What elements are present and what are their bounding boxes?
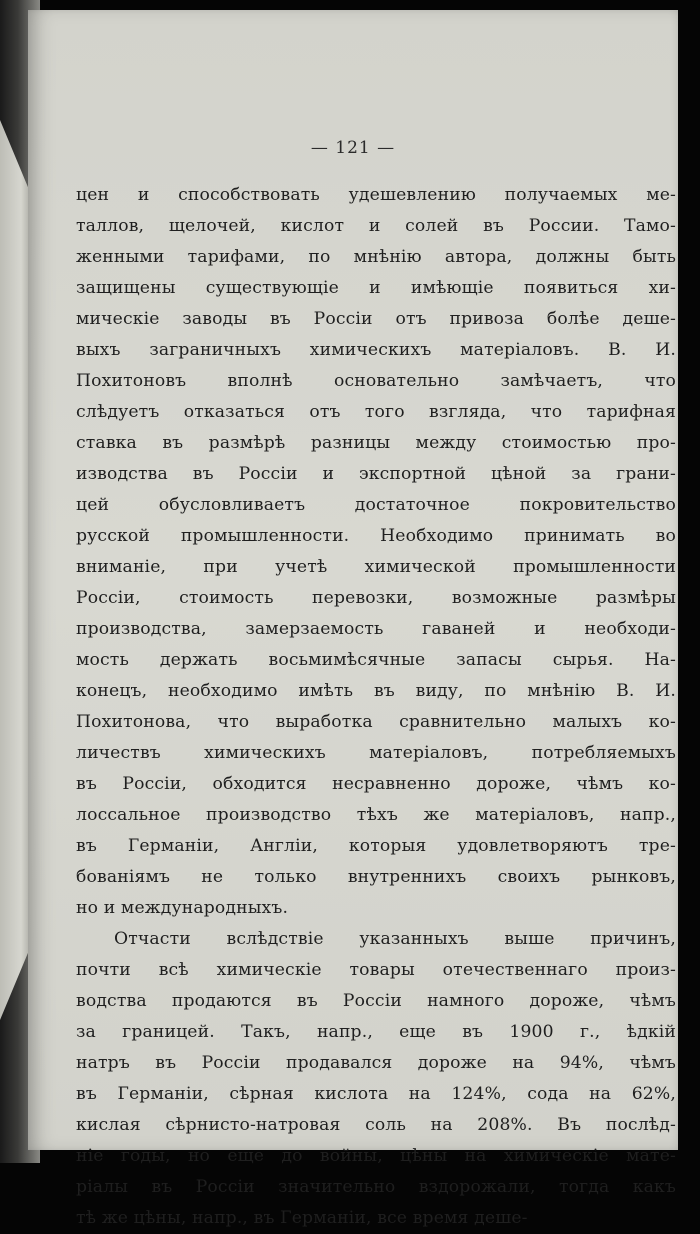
text-line: защищены существующіе и имѣющіе появиться хи- <box>76 278 676 298</box>
text-line: въ Россіи, обходится несравненно дороже, чѣмъ ко- <box>76 774 676 794</box>
text-line: ставка въ размѣрѣ разницы между стоимостью про- <box>76 433 676 453</box>
text-line: Похитоновъ вполнѣ основательно замѣчаетъ, что <box>76 371 676 391</box>
text-line: конецъ, необходимо имѣть въ виду, по мнѣнію В. И. <box>76 681 676 701</box>
left-page-edge <box>0 120 30 1020</box>
text-line: натръ въ Россіи продавался дороже на 94%, чѣмъ <box>76 1053 676 1073</box>
text-line: мость держать восьмимѣсячные запасы сырья. На- <box>76 650 676 670</box>
paragraph-1 <box>76 180 676 924</box>
text-line: личествъ химическихъ матеріаловъ, потребляемыхъ <box>76 743 676 763</box>
text-line: кислая сѣрнисто-натровая соль на 208%. Въ послѣд- <box>76 1115 676 1135</box>
text-line: ніе годы, но еще до войны, цѣны на химическіе мате- <box>76 1146 676 1166</box>
text-line: въ Германіи, сѣрная кислота на 124%, сода на 62%, <box>76 1084 676 1104</box>
text-line: производства, замерзаемость гаваней и необходи- <box>76 619 676 639</box>
text-line: но и международныхъ. <box>76 898 289 918</box>
text-line: русской промышленности. Необходимо принимать во <box>76 526 676 546</box>
text-line: лоссальное производство тѣхъ же матеріаловъ, напр., <box>76 805 676 825</box>
text-line: вниманіе, при учетѣ химической промышленности <box>76 557 676 577</box>
text-line: слѣдуетъ отказаться отъ того взгляда, что тарифная <box>76 402 676 422</box>
text-line: за границей. Такъ, напр., еще въ 1900 г., ѣдкій <box>76 1022 676 1042</box>
text-line: Отчасти вслѣдствіе указанныхъ выше причинъ, <box>114 929 676 949</box>
text-line: ріалы въ Россіи значительно вздорожали, тогда какъ <box>76 1177 676 1197</box>
text-line: таллов, щелочей, кислот и солей въ России. Тамо- <box>76 216 676 236</box>
page-number: — 121 — <box>310 138 396 158</box>
text-line: выхъ заграничныхъ химическихъ матеріаловъ. В. И. <box>76 340 676 360</box>
text-line: цей обусловливаетъ достаточное покровительство <box>76 495 676 515</box>
paragraph-2 <box>76 924 676 1234</box>
text-line: водства продаются въ Россіи намного дороже, чѣмъ <box>76 991 676 1011</box>
text-line: Россіи, стоимость перевозки, возможные размѣры <box>76 588 676 608</box>
text-line: изводства въ Россіи и экспортной цѣной за грани- <box>76 464 676 484</box>
text-line: женными тарифами, по мнѣнію автора, должны быть <box>76 247 676 267</box>
text-line: почти всѣ химическіе товары отечественнаго произ- <box>76 960 676 980</box>
book-page <box>28 10 678 1228</box>
text-line: Похитонова, что выработка сравнительно малыхъ ко- <box>76 712 676 732</box>
page-text <box>76 180 676 1234</box>
text-line: тѣ же цѣны, напр., въ Германіи, все время деше- <box>76 1208 528 1228</box>
text-line: мическіе заводы въ Россіи отъ привоза болѣе деше- <box>76 309 676 329</box>
text-line: бованіямъ не только внутреннихъ своихъ рынковъ, <box>76 867 676 887</box>
text-line: въ Германіи, Англіи, которыя удовлетворяютъ тре- <box>76 836 676 856</box>
text-line: цен и способствовать удешевлению получаемых ме- <box>76 185 676 205</box>
